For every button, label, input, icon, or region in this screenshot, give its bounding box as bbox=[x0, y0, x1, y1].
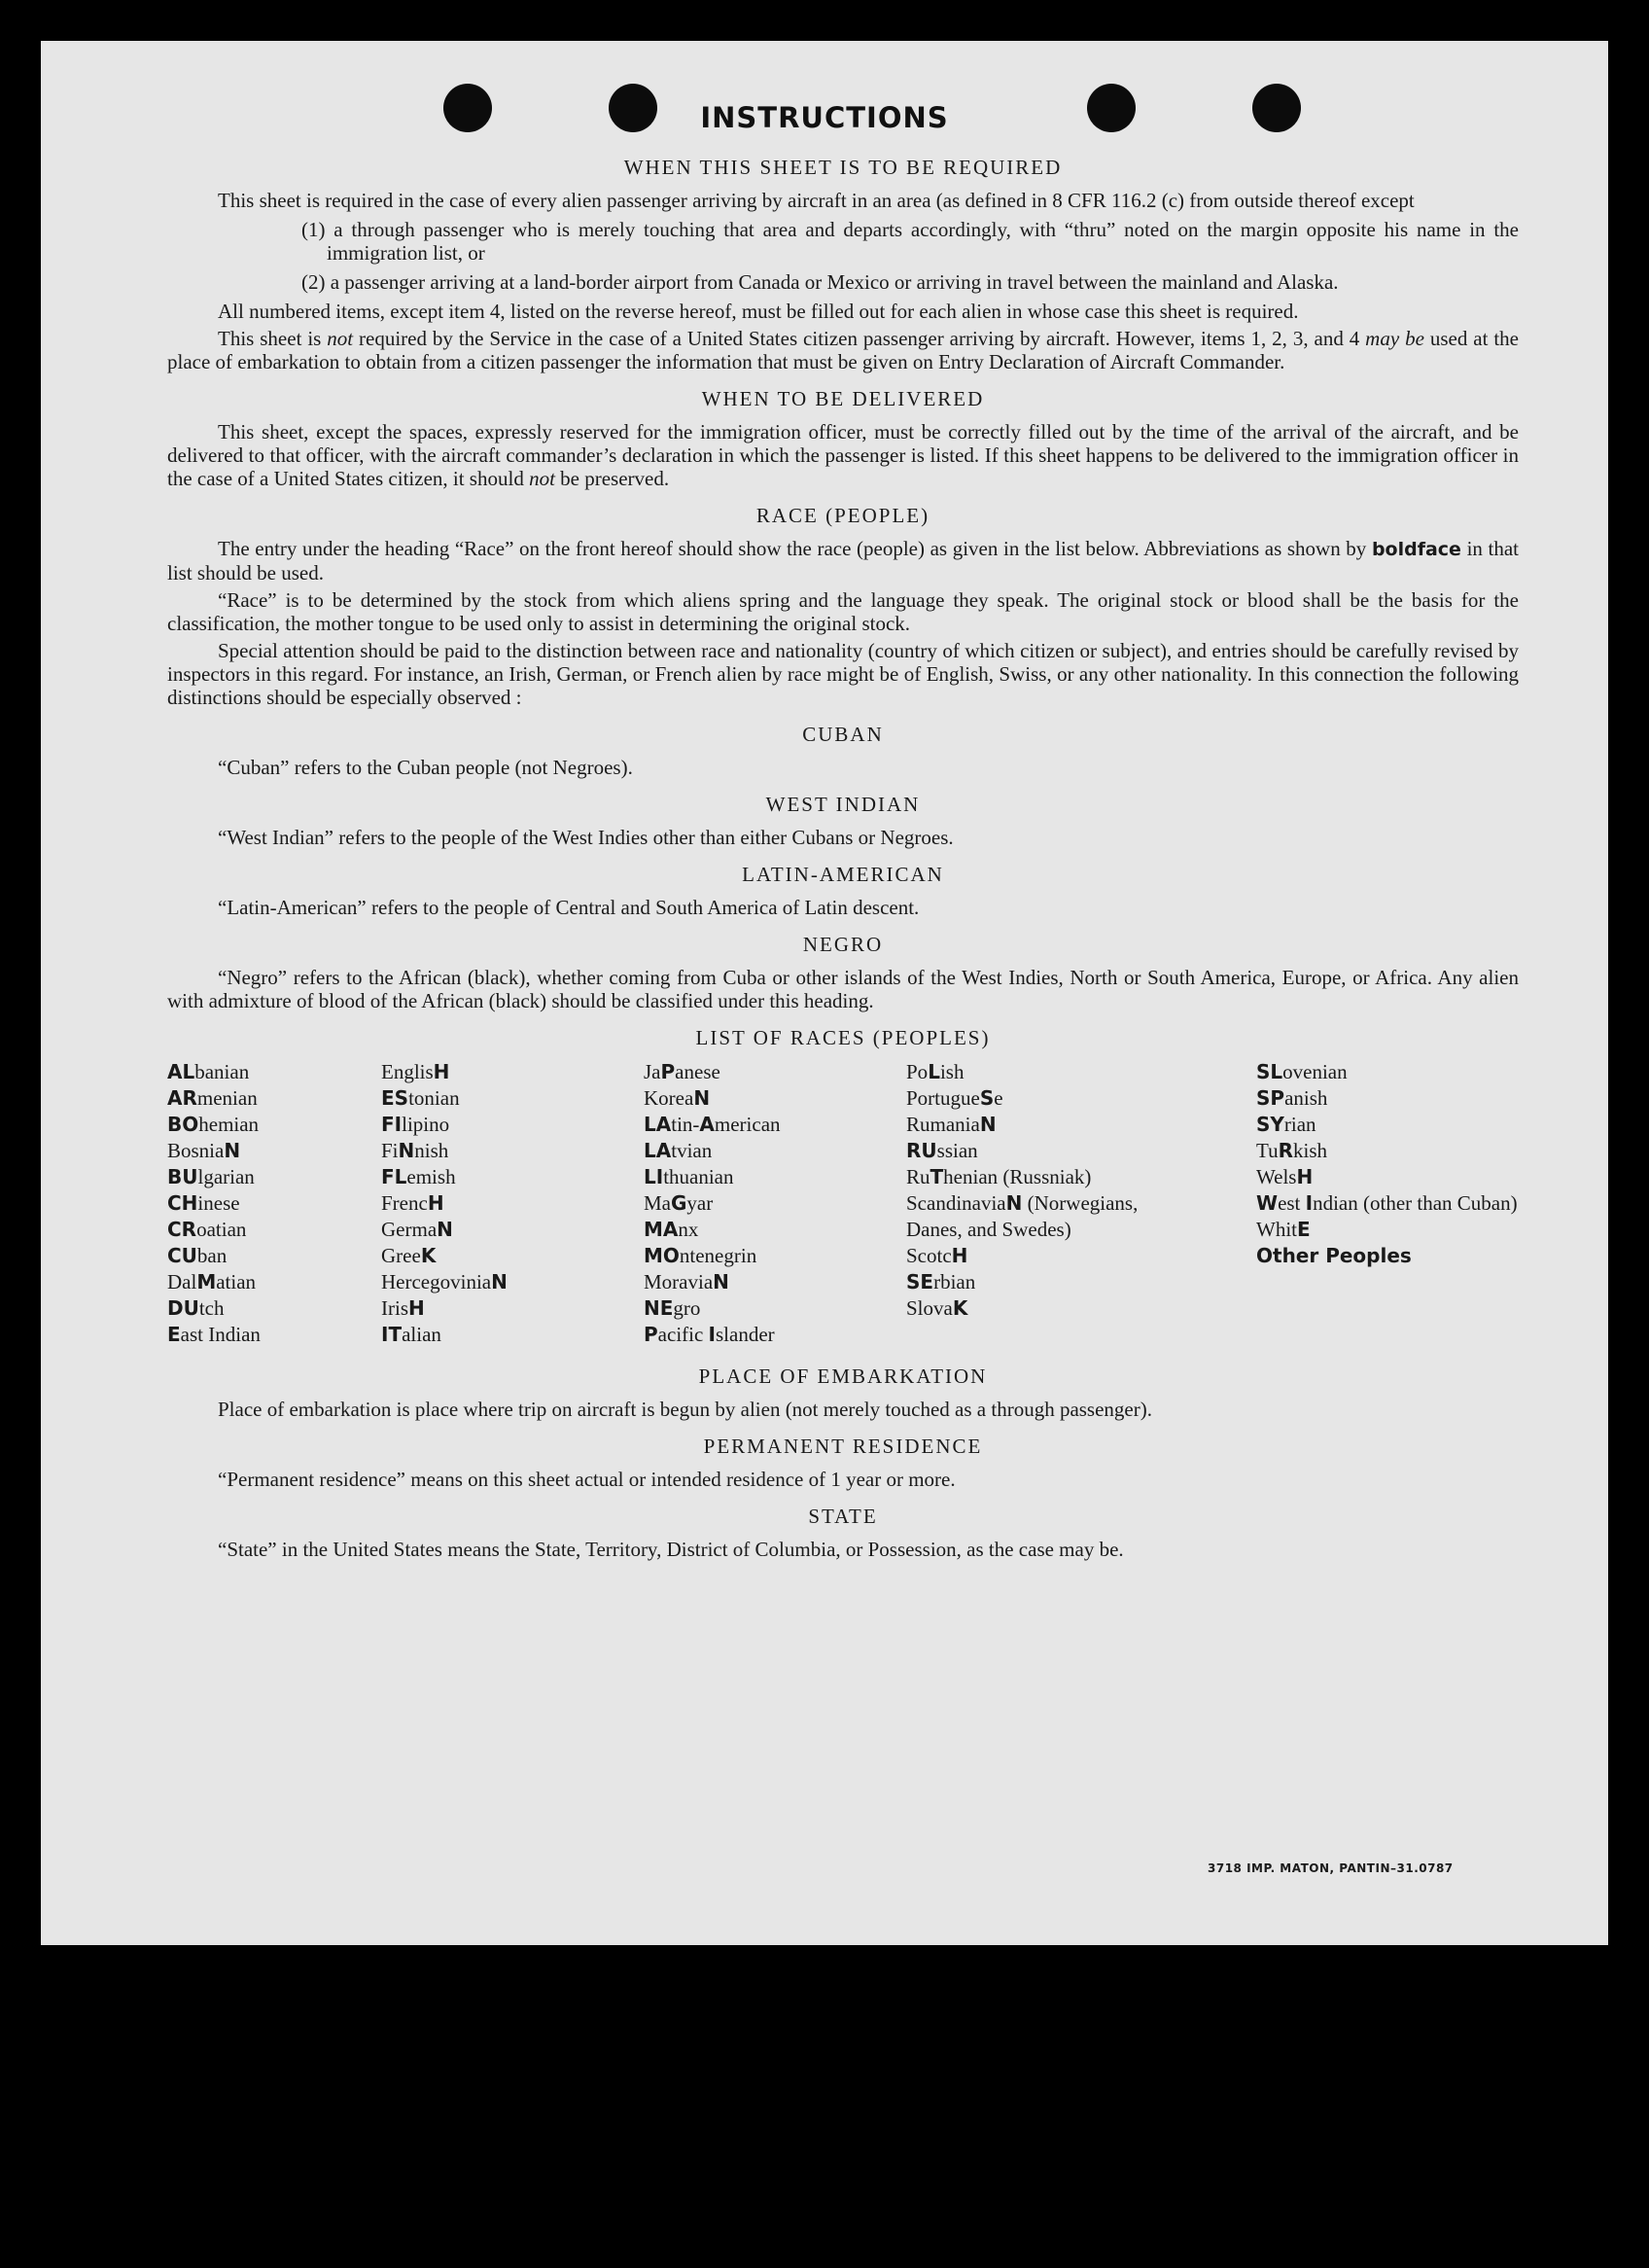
race-column bbox=[644, 1059, 896, 1348]
emphasis-may-be: may be bbox=[1365, 327, 1424, 350]
section-heading-list-of-races: LIST OF RACES (PEOPLES) bbox=[695, 1026, 991, 1049]
race-abbreviation: H bbox=[427, 1191, 444, 1215]
race-abbreviation: BO bbox=[167, 1113, 199, 1136]
race-text: kish bbox=[1293, 1139, 1328, 1162]
race-entry bbox=[644, 1190, 896, 1217]
race-abbreviation: N bbox=[398, 1139, 415, 1162]
race-text: tonian bbox=[408, 1086, 460, 1110]
race-text: nish bbox=[414, 1139, 449, 1162]
race-abbreviation: FI bbox=[381, 1113, 403, 1136]
race-list bbox=[167, 1059, 1519, 1351]
race-abbreviation: SE bbox=[906, 1270, 934, 1293]
race-abbreviation: LI bbox=[644, 1165, 664, 1188]
race-text: Ru bbox=[906, 1165, 930, 1188]
delivered-paragraph: This sheet, except the spaces, expressly reserved for the immigration officer, must be correctly filled out by the time of the arrival of the aircraft, and be delivered to that officer, with the aircraft commander’s declaration in which the passenger is listed. If this sheet happens to be delivered to the immigration officer in the case of a United States citizen, it should not be preserved. bbox=[167, 420, 1519, 490]
race-text: Bosnia bbox=[167, 1139, 225, 1162]
race-text: Frenc bbox=[381, 1191, 428, 1215]
race-text: Germa bbox=[381, 1218, 438, 1241]
race-abbreviation: SY bbox=[1256, 1113, 1284, 1136]
section-heading-residence: PERMANENT RESIDENCE bbox=[703, 1435, 983, 1458]
race-text: merican bbox=[714, 1113, 781, 1136]
required-paragraph: This sheet is required in the case of every alien passenger arriving by aircraft in an area (as defined in 8 CFR 116.2 (c) from outside thereof except bbox=[218, 189, 1415, 212]
race-entry bbox=[644, 1112, 896, 1138]
race-entry bbox=[644, 1322, 896, 1348]
race-abbreviation: K bbox=[420, 1244, 437, 1267]
race-abbreviation: RU bbox=[906, 1139, 937, 1162]
race-entry bbox=[644, 1217, 896, 1243]
race-entry bbox=[644, 1164, 896, 1190]
race-text: ovenian bbox=[1282, 1060, 1348, 1083]
race-text: Wels bbox=[1256, 1165, 1297, 1188]
race-entry bbox=[644, 1059, 896, 1085]
race-text: acific bbox=[657, 1323, 709, 1346]
race-abbreviation: M bbox=[196, 1270, 217, 1293]
race-text: lgarian bbox=[197, 1165, 255, 1188]
race-text: Po bbox=[906, 1060, 929, 1083]
race-abbreviation: LA bbox=[644, 1113, 672, 1136]
race-text: yar bbox=[686, 1191, 714, 1215]
race-abbreviation: N bbox=[1005, 1191, 1023, 1215]
race-text: ssian bbox=[936, 1139, 978, 1162]
race-entry bbox=[644, 1138, 896, 1164]
race-entry bbox=[167, 1190, 362, 1217]
race-abbreviation: I bbox=[1305, 1191, 1314, 1215]
race-entry bbox=[167, 1269, 362, 1295]
race-entry bbox=[644, 1085, 896, 1112]
race-entry bbox=[167, 1059, 362, 1085]
page-title: INSTRUCTIONS bbox=[700, 101, 949, 134]
race-entry bbox=[1256, 1085, 1519, 1112]
race-abbreviation: R bbox=[1278, 1139, 1293, 1162]
race-entry bbox=[381, 1059, 624, 1085]
race-text: tvian bbox=[671, 1139, 713, 1162]
section-heading-race: RACE (PEOPLE) bbox=[755, 504, 930, 527]
section-heading-negro: NEGRO bbox=[802, 933, 884, 956]
race-text: Ja bbox=[644, 1060, 661, 1083]
embarkation-text: Place of embarkation is place where trip on aircraft is begun by alien (not merely touched as a through passenger). bbox=[218, 1398, 1152, 1421]
race-entry bbox=[906, 1059, 1169, 1085]
section-heading-required: WHEN THIS SHEET IS TO BE REQUIRED bbox=[623, 156, 1063, 179]
race-abbreviation: E bbox=[167, 1323, 181, 1346]
race-entry bbox=[381, 1269, 624, 1295]
race-entry bbox=[381, 1138, 624, 1164]
state-text: “State” in the United States means the State, Territory, District of Columbia, or Possession, as the case may be. bbox=[218, 1538, 1124, 1561]
race-text: rian bbox=[1283, 1113, 1316, 1136]
race-abbreviation: AR bbox=[167, 1086, 197, 1110]
cuban-text: “Cuban” refers to the Cuban people (not Negroes). bbox=[218, 756, 633, 779]
race-text: lipino bbox=[402, 1113, 450, 1136]
race-entry bbox=[1256, 1190, 1519, 1217]
race-text: e bbox=[994, 1086, 1003, 1110]
race-entry bbox=[381, 1322, 624, 1348]
race-text: (Norwegians, Danes, and Swedes) bbox=[906, 1191, 1139, 1241]
race-abbreviation: AL bbox=[167, 1060, 195, 1083]
race-entry bbox=[381, 1217, 624, 1243]
section-heading-latin-american: LATIN-AMERICAN bbox=[742, 863, 944, 886]
race-text: ntenegrin bbox=[679, 1244, 757, 1267]
race-text: nx bbox=[678, 1218, 699, 1241]
race-entry bbox=[381, 1190, 624, 1217]
race-text: ndian (other than Cuban) bbox=[1313, 1191, 1518, 1215]
race-text: henian (Russniak) bbox=[943, 1165, 1092, 1188]
race-entry bbox=[644, 1243, 896, 1269]
section-heading-delivered: WHEN TO BE DELIVERED bbox=[701, 387, 985, 410]
race-abbreviation: I bbox=[708, 1323, 716, 1346]
citizen-paragraph: This sheet is not required by the Service in the case of a United States citizen passenger arriving by aircraft. However, items 1, 2, 3, and 4 may be used at the place of embarkation to obtain from a citizen passenger the information that must be given on Entry Declaration of Aircraft Commander. bbox=[167, 327, 1519, 373]
race-abbreviation: N bbox=[437, 1218, 453, 1241]
race-abbreviation: H bbox=[408, 1296, 425, 1320]
race-text: oatian bbox=[196, 1218, 247, 1241]
race-entry bbox=[167, 1138, 362, 1164]
race-text: tch bbox=[198, 1296, 225, 1320]
race-abbreviation: LA bbox=[644, 1139, 672, 1162]
race-abbreviation: NE bbox=[644, 1296, 674, 1320]
race-text: alian bbox=[402, 1323, 441, 1346]
race-paragraph-2: “Race” is to be determined by the stock from which aliens spring and the language they speak. The original stock or blood shall be the basis for the classification, the mother tongue to be used only to assist in determining the original stock. bbox=[167, 588, 1519, 635]
race-column bbox=[167, 1059, 362, 1348]
race-entry bbox=[381, 1243, 624, 1269]
race-abbreviation: CU bbox=[167, 1244, 197, 1267]
section-heading-cuban: CUBAN bbox=[802, 723, 884, 746]
race-entry bbox=[167, 1164, 362, 1190]
race-abbreviation: H bbox=[433, 1060, 450, 1083]
section-heading-west-indian: WEST INDIAN bbox=[765, 793, 921, 816]
race-abbreviation: N bbox=[491, 1270, 508, 1293]
race-abbreviation: N bbox=[693, 1086, 711, 1110]
race-entry bbox=[381, 1164, 624, 1190]
boldface-word: boldface bbox=[1371, 539, 1461, 560]
race-text: thuanian bbox=[663, 1165, 734, 1188]
race-text: rbian bbox=[933, 1270, 976, 1293]
race-text: Tu bbox=[1256, 1139, 1279, 1162]
latin-american-text: “Latin-American” refers to the people of Central and South America of Latin descent. bbox=[218, 896, 920, 919]
race-entry bbox=[906, 1295, 1169, 1322]
race-abbreviation: BU bbox=[167, 1165, 198, 1188]
race-abbreviation: ES bbox=[381, 1086, 409, 1110]
race-abbreviation: MA bbox=[644, 1218, 679, 1241]
race-abbreviation: P bbox=[660, 1060, 676, 1083]
race-abbreviation: A bbox=[699, 1113, 715, 1136]
race-entry bbox=[381, 1112, 624, 1138]
race-text: tin- bbox=[671, 1113, 700, 1136]
race-entry bbox=[644, 1269, 896, 1295]
race-text: Iris bbox=[381, 1296, 408, 1320]
race-abbreviation: SP bbox=[1256, 1086, 1285, 1110]
race-text: anese bbox=[675, 1060, 720, 1083]
race-text: Korea bbox=[644, 1086, 694, 1110]
emphasis-not: not bbox=[529, 467, 555, 490]
race-entry bbox=[167, 1112, 362, 1138]
race-text: banian bbox=[194, 1060, 250, 1083]
negro-text: “Negro” refers to the African (black), whether coming from Cuba or other islands of the West Indies, North or South America, Europe, or Africa. Any alien with admixture of blood of the African (black) should be classified under this heading. bbox=[167, 966, 1519, 1012]
race-text: ban bbox=[196, 1244, 228, 1267]
race-abbreviation: CR bbox=[167, 1218, 197, 1241]
race-abbreviation: W bbox=[1256, 1191, 1279, 1215]
race-abbreviation: DU bbox=[167, 1296, 199, 1320]
race-paragraph-3: Special attention should be paid to the distinction between race and nationality (country of which citizen or subject), and entries should be carefully revised by inspectors in this regard. For instance, an Irish, German, or French alien by race might be of English, Swiss, or any other nationality. In this connection the following distinctions should be especially observed : bbox=[167, 639, 1519, 709]
race-text: Gree bbox=[381, 1244, 421, 1267]
race-column bbox=[906, 1059, 1169, 1322]
race-entry bbox=[906, 1269, 1169, 1295]
race-text: emish bbox=[406, 1165, 456, 1188]
race-text: Ma bbox=[644, 1191, 671, 1215]
required-exception-1: (1) a through passenger who is merely touching that area and departs accordingly, with “thru” noted on the margin opposite his name in the immigration list, or bbox=[301, 218, 1519, 265]
race-text: ish bbox=[939, 1060, 965, 1083]
race-abbreviation: H bbox=[951, 1244, 968, 1267]
race-entry bbox=[906, 1085, 1169, 1112]
race-text: Whit bbox=[1256, 1218, 1297, 1241]
race-text: atian bbox=[216, 1270, 257, 1293]
race-entry bbox=[167, 1295, 362, 1322]
race-abbreviation: N bbox=[713, 1270, 729, 1293]
race-text: Rumania bbox=[906, 1113, 980, 1136]
race-text: gro bbox=[673, 1296, 701, 1320]
race-abbreviation: P bbox=[644, 1323, 658, 1346]
race-text: Moravia bbox=[644, 1270, 714, 1293]
race-entry bbox=[167, 1217, 362, 1243]
race-text: Dal bbox=[167, 1270, 197, 1293]
race-entry bbox=[1256, 1217, 1519, 1243]
race-entry bbox=[167, 1243, 362, 1269]
race-abbreviation: K bbox=[952, 1296, 968, 1320]
race-text: Hercegovinia bbox=[381, 1270, 492, 1293]
race-column bbox=[381, 1059, 624, 1348]
race-text: Fi bbox=[381, 1139, 399, 1162]
race-column bbox=[1256, 1059, 1519, 1269]
race-text: ast Indian bbox=[180, 1323, 261, 1346]
race-text: slander bbox=[716, 1323, 775, 1346]
race-entry bbox=[906, 1190, 1169, 1243]
race-entry bbox=[167, 1322, 362, 1348]
required-paragraph-items: All numbered items, except item 4, listed on the reverse hereof, must be filled out for each alien in whose case this sheet is required. bbox=[218, 300, 1299, 323]
race-text: Scandinavia bbox=[906, 1191, 1006, 1215]
race-abbreviation: Other Peoples bbox=[1256, 1244, 1412, 1267]
race-entry bbox=[906, 1138, 1169, 1164]
race-text: Scotc bbox=[906, 1244, 952, 1267]
race-paragraph-1: The entry under the heading “Race” on the front hereof should show the race (people) as given in the list below. Abbreviations as shown by boldface in that list should be used. bbox=[167, 537, 1520, 585]
race-text: anish bbox=[1284, 1086, 1328, 1110]
race-entry bbox=[1256, 1164, 1519, 1190]
race-entry bbox=[906, 1164, 1169, 1190]
race-text: Slova bbox=[906, 1296, 953, 1320]
race-abbreviation: N bbox=[979, 1113, 997, 1136]
race-text: est bbox=[1278, 1191, 1306, 1215]
document-sheet bbox=[41, 41, 1608, 1945]
race-entry bbox=[906, 1112, 1169, 1138]
race-text: hemian bbox=[198, 1113, 260, 1136]
race-entry bbox=[167, 1085, 362, 1112]
race-abbreviation: N bbox=[224, 1139, 241, 1162]
race-entry bbox=[381, 1085, 624, 1112]
instructions-body bbox=[167, 150, 1519, 1565]
race-abbreviation: T bbox=[930, 1165, 944, 1188]
race-abbreviation: G bbox=[671, 1191, 687, 1215]
race-text: inese bbox=[197, 1191, 240, 1215]
residence-text: “Permanent residence” means on this sheet actual or intended residence of 1 year or more. bbox=[218, 1468, 956, 1491]
race-abbreviation: SL bbox=[1256, 1060, 1283, 1083]
race-abbreviation: E bbox=[1297, 1218, 1311, 1241]
race-abbreviation: CH bbox=[167, 1191, 198, 1215]
section-heading-embarkation: PLACE OF EMBARKATION bbox=[698, 1364, 988, 1388]
race-abbreviation: L bbox=[928, 1060, 940, 1083]
race-text: menian bbox=[196, 1086, 258, 1110]
race-entry bbox=[644, 1295, 896, 1322]
race-abbreviation: H bbox=[1296, 1165, 1314, 1188]
race-entry bbox=[1256, 1138, 1519, 1164]
race-entry bbox=[1256, 1059, 1519, 1085]
race-abbreviation: MO bbox=[644, 1244, 680, 1267]
west-indian-text: “West Indian” refers to the people of the West Indies other than either Cubans or Negroes. bbox=[218, 826, 954, 849]
printer-imprint: 3718 IMP. MATON, PANTIN–31.0787 bbox=[1208, 1861, 1454, 1875]
race-abbreviation: FL bbox=[381, 1165, 407, 1188]
required-exception-2: (2) a passenger arriving at a land-border airport from Canada or Mexico or arriving in travel between the mainland and Alaska. bbox=[301, 270, 1339, 294]
race-text: Englis bbox=[381, 1060, 434, 1083]
section-heading-state: STATE bbox=[808, 1505, 878, 1528]
race-text: Portugue bbox=[906, 1086, 980, 1110]
race-entry bbox=[906, 1243, 1169, 1269]
race-abbreviation: S bbox=[979, 1086, 995, 1110]
race-entry bbox=[1256, 1112, 1519, 1138]
race-abbreviation: IT bbox=[381, 1323, 403, 1346]
race-entry bbox=[1256, 1243, 1519, 1269]
emphasis-not: not bbox=[327, 327, 354, 350]
race-entry bbox=[381, 1295, 624, 1322]
